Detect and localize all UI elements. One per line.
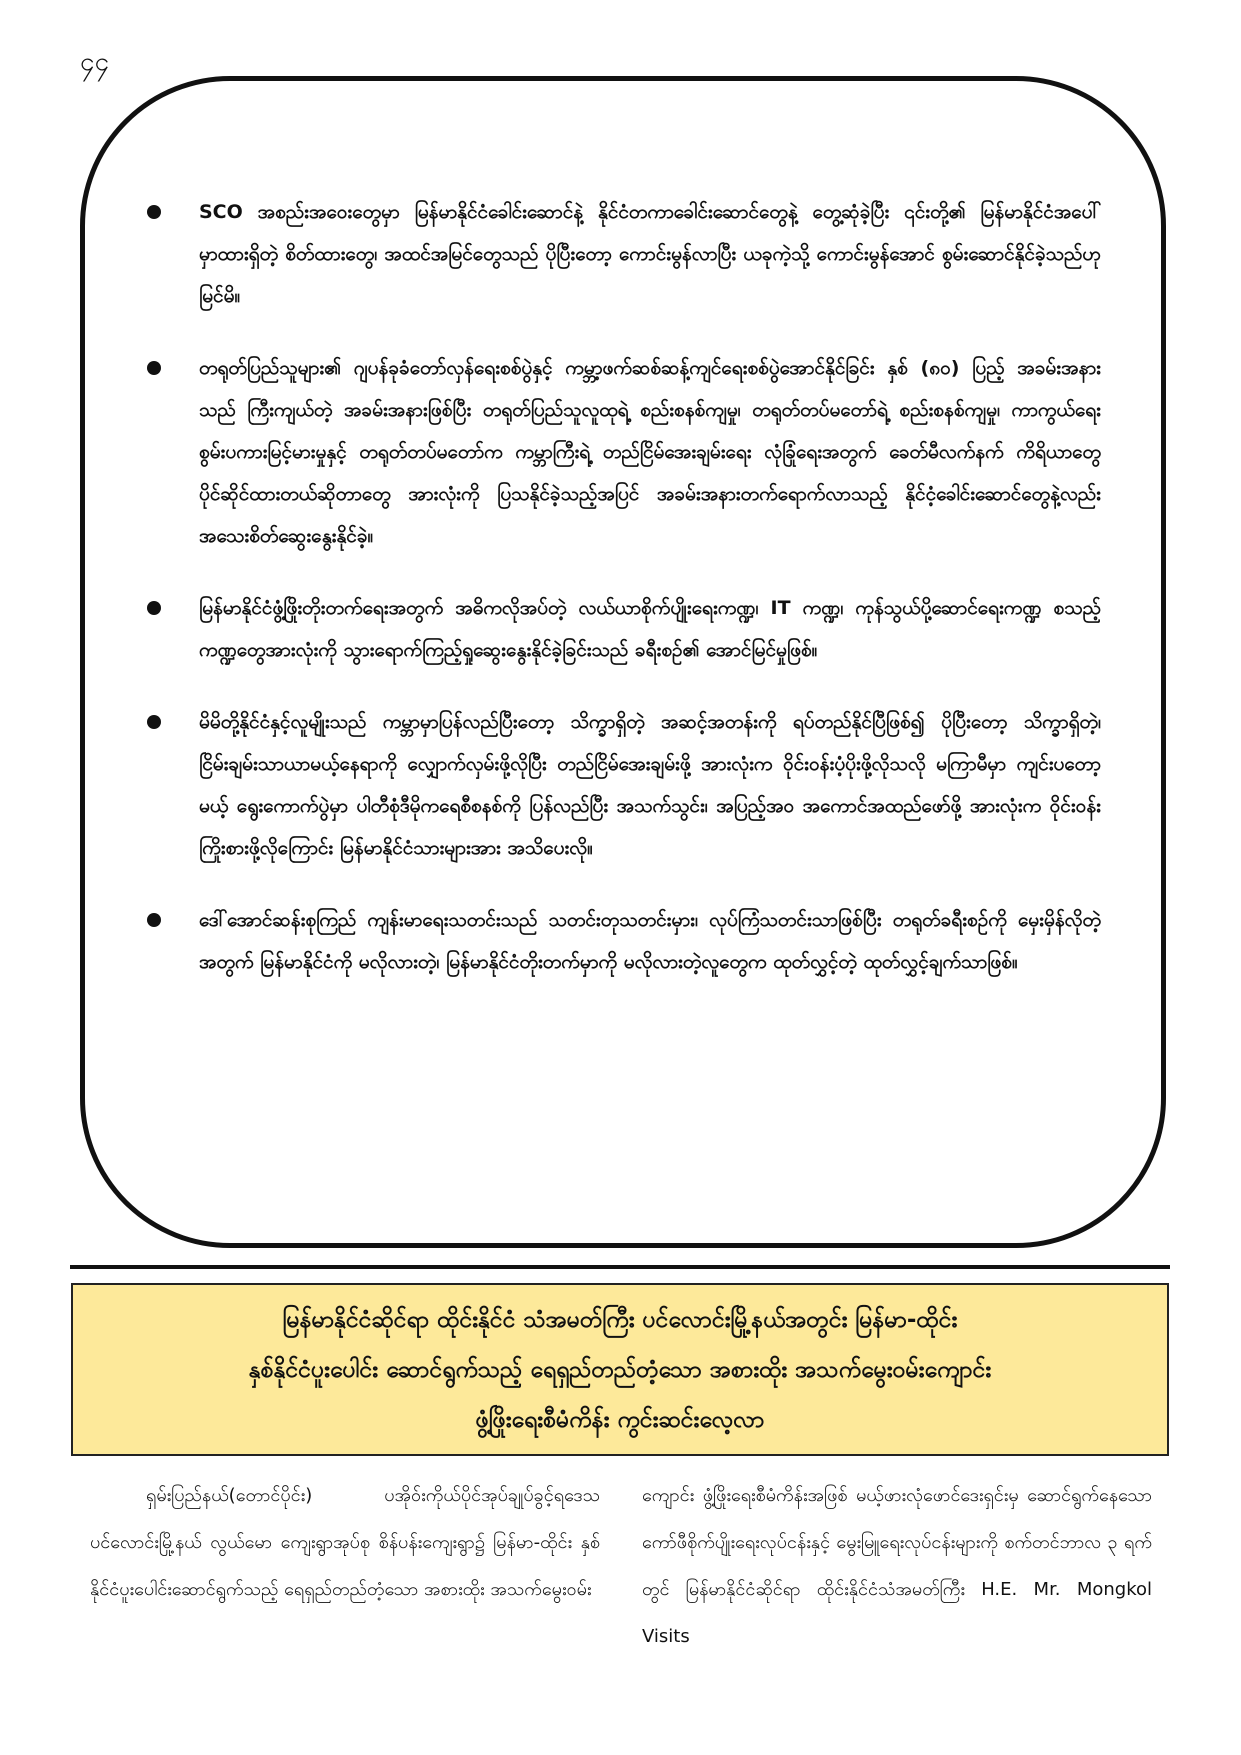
- bullet-item-anniversary: [141, 347, 1101, 557]
- headline-line-2: နှစ်နိုင်ငံပူးပေါင်း ဆောင်ရွက်သည့် ရေရှည်တည်တံ့သော အစားထိုး အသက်မွေးဝမ်းကျောင်း: [248, 1356, 992, 1383]
- bullet-list: [141, 191, 1101, 1013]
- article-column-left: ရှမ်းပြည်နယ်(တောင်ပိုင်း) ပအိုဝ်းကိုယ်ပိုင်အုပ်ချုပ်ခွင့်ရဒေသ ပင်လောင်းမြို့နယ် လွယ်မော ကျေးရွာအုပ်စု စိန်ပန်းကျေးရွာ၌ မြန်မာ-ထိုင်း နှစ်နိုင်ငံပူးပေါင်းဆောင်ရွက်သည့် ရေရှည်တည်တံ့သော အစားထိုး အသက်မွေးဝမ်း: [90, 1485, 600, 1600]
- bullet-text: မိမိတို့နိုင်ငံနှင့်လူမျိုးသည် ကမ္ဘာမှာပြန်လည်ပြီးတော့ သိက္ခာရှိတဲ့ အဆင့်အတန်းကို ရပ်တည်နိုင်ပြီဖြစ်၍ ပိုပြီးတော့ သိက္ခာရှိတဲ့၊ ငြိမ်းချမ်းသာယာမယ့်နေရာကို လျှောက်လှမ်းဖို့လိုပြီး တည်ငြိမ်အေးချမ်းဖို့ အားလုံးက ဝိုင်းဝန်းပံ့ပိုးဖို့လိုသလို မကြာမီမှာ ကျင်းပတော့မယ့် ရွေးကောက်ပွဲမှာ ပါတီစုံဒီမိုကရေစီစနစ်ကို ပြန်လည်ပြီး အသက်သွင်း၊ အပြည့်အဝ အကောင်အထည်ဖော်ဖို့ အားလုံးက ဝိုင်းဝန်းကြိုးစားဖို့လိုကြောင်း မြန်မာနိုင်ငံသားများအား အသိပေးလို။: [199, 711, 1101, 859]
- bullet-dot-icon: [147, 715, 161, 729]
- section-divider: [70, 1265, 1170, 1269]
- bullet-dot-icon: [147, 361, 161, 375]
- bullet-dot-icon: [147, 205, 161, 219]
- bullet-item-sectors: [141, 587, 1101, 671]
- page-number: ၄၄: [80, 47, 110, 77]
- article-column-right: ကျောင်း ဖွံ့ဖြိုးရေးစီမံကိန်းအဖြစ် မယ့်ဖားလုံဖောင်ဒေးရှင်းမှ ဆောင်ရွက်နေသော ကော်ဖီစိုက်ပျိုးရေးလုပ်ငန်းနှင့် မွေးမြူရေးလုပ်ငန်းများကို စက်တင်ဘာလ ၃ ရက်တွင် မြန်မာနိုင်ငံဆိုင်ရာ ထိုင်းနိုင်ငံသံအမတ်ကြီး H.E. Mr. Mongkol Visits: [642, 1485, 1152, 1647]
- headline-line-1: မြန်မာနိုင်ငံဆိုင်ရာ ထိုင်းနိုင်ငံ သံအမတ်ကြီး ပင်လောင်းမြို့နယ်အတွင်း မြန်မာ-ထိုင်း: [282, 1306, 958, 1333]
- bullet-item-sco: [141, 191, 1101, 317]
- article-headline-box: [71, 1283, 1169, 1456]
- bullet-text: မြန်မာနိုင်ငံဖွံ့ဖြိုးတိုးတက်ရေးအတွက် အဓိကလိုအပ်တဲ့ လယ်ယာစိုက်ပျိုးရေးကဏ္ဍ၊ IT ကဏ္ဍ၊ ကုန်သွယ်ပို့ဆောင်ရေးကဏ္ဍ စသည့်ကဏ္ဍတွေအားလုံးကို သွားရောက်ကြည့်ရှုဆွေးနွေးနိုင်ခဲ့ခြင်းသည် ခရီးစဉ်၏ အောင်မြင်မှုဖြစ်။: [199, 597, 1101, 661]
- bullet-text: SCO အစည်းအဝေးတွေမှာ မြန်မာနိုင်ငံခေါင်းဆောင်နဲ့ နိုင်ငံတကာခေါင်းဆောင်တွေနဲ့ တွေ့ဆုံခဲ့ပြီး ၎င်းတို့၏ မြန်မာနိုင်ငံအပေါ် မှာထားရှိတဲ့ စိတ်ထားတွေ၊ အထင်အမြင်တွေသည် ပိုပြီးတော့ ကောင်းမွန်လာပြီး ယခုကဲ့သို့ ကောင်းမွန်အောင် စွမ်းဆောင်နိုင်ခဲ့သည်ဟုမြင်မိ။: [199, 201, 1101, 307]
- headline-line-3: ဖွံ့ဖြိုးရေးစီမံကိန်း ကွင်းဆင်းလေ့လာ: [475, 1406, 765, 1433]
- bullet-text: တရုတ်ပြည်သူများ၏ ဂျပန်ခုခံတော်လှန်ရေးစစ်ပွဲနှင့် ကမ္ဘာ့ဖက်ဆစ်ဆန့်ကျင်ရေးစစ်ပွဲအောင်နိုင်ခြင်း နှစ် (၈၀) ပြည့် အခမ်းအနားသည် ကြီးကျယ်တဲ့ အခမ်းအနားဖြစ်ပြီး တရုတ်ပြည်သူလူထုရဲ့ စည်းစနစ်ကျမှု၊ တရုတ်တပ်မတော်ရဲ့ စည်းစနစ်ကျမှု၊ ကာကွယ်ရေးစွမ်းပကားမြင့်မားမှုနှင့် တရုတ်တပ်မတော်က ကမ္ဘာကြီးရဲ့ တည်ငြိမ်အေးချမ်းရေး လုံခြုံရေးအတွက် ခေတ်မီလက်နက် ကိရိယာတွေပိုင်ဆိုင်ထားတယ်ဆိုတာတွေ အားလုံးကို ပြသနိုင်ခဲ့သည့်အပြင် အခမ်းအနားတက်ရောက်လာသည့် နိုင်ငံ့ခေါင်းဆောင်တွေနဲ့လည်း အသေးစိတ်ဆွေးနွေးနိုင်ခဲ့။: [199, 357, 1101, 547]
- bullet-dot-icon: [147, 601, 161, 615]
- summary-bullet-box: [80, 76, 1166, 1248]
- bullet-text: ဒေါ်အောင်ဆန်းစုကြည် ကျန်းမာရေးသတင်းသည် သတင်းတုသတင်းမှား၊ လုပ်ကြံသတင်းသာဖြစ်ပြီး တရုတ်ခရီးစဉ်ကို မှေးမှိန်လိုတဲ့အတွက် မြန်မာနိုင်ငံကို မလိုလားတဲ့၊ မြန်မာနိုင်ငံတိုးတက်မှာကို မလိုလားတဲ့လူတွေက ထုတ်လွှင့်တဲ့ ထုတ်လွှင့်ချက်သာဖြစ်။: [199, 909, 1101, 973]
- bullet-item-fake-news: [141, 899, 1101, 983]
- article-body: [90, 1472, 1152, 1660]
- bullet-item-election: [141, 701, 1101, 869]
- bullet-dot-icon: [147, 913, 161, 927]
